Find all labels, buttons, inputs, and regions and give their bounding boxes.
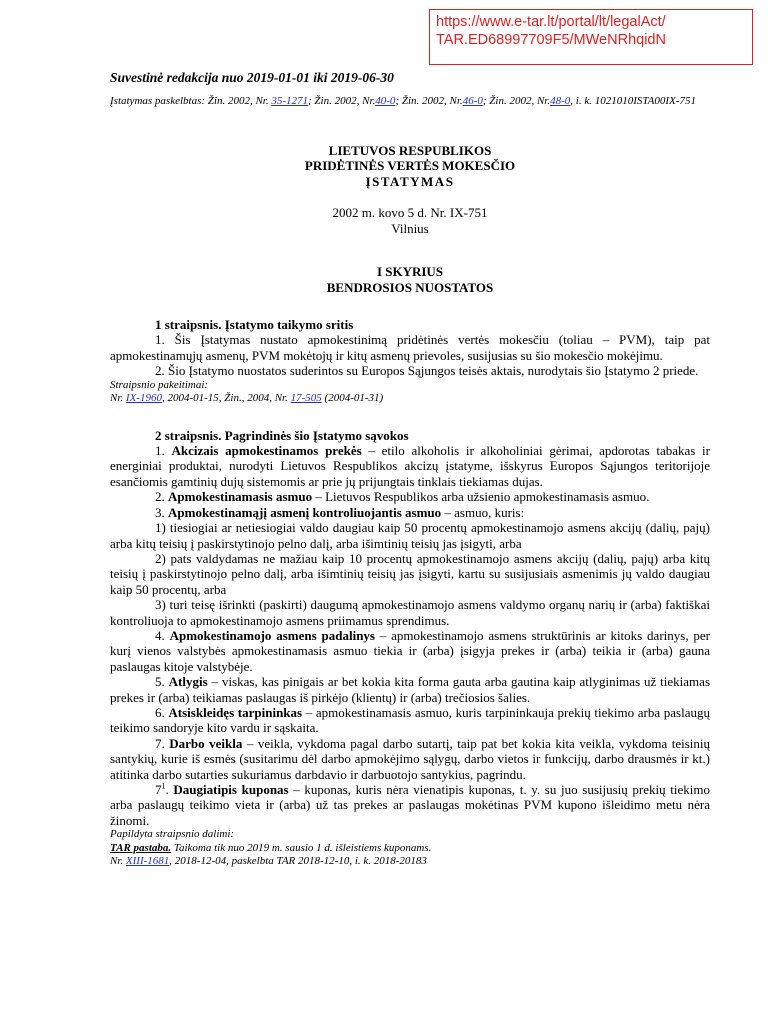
document-page <box>110 70 710 869</box>
definition-term: Akcizais apmokestinamos prekės <box>171 443 362 459</box>
amendment-link-xiii-1681[interactable]: XIII-1681 <box>125 855 170 868</box>
source-url-line2: TAR.ED68997709F5/MWeNRhqidN <box>436 32 666 48</box>
definition-item: 2. Apmokestinamasis asmuo – Lietuvos Respublikos arba užsienio apmokestinamasis asmuo. <box>155 489 650 505</box>
law-title-line1: LIETUVOS RESPUBLIKOS <box>328 142 492 158</box>
definition-term: Darbo veikla <box>169 735 243 751</box>
law-title <box>110 143 710 190</box>
definition-subitem: 1) tiesiogiai ar netiesiogiai valdo daugiau kaip 50 procentų apmokestinamojo asmens akcijų (dalių, pajų) arba kitų teisių į paskirstytinojo pelno dalį, arba išimtinių teisių jas įsigyti, arba <box>110 520 710 551</box>
gazette-link-46-0[interactable]: 46-0 <box>462 95 483 108</box>
article-1-paragraph-1: 1. Šis Įstatymas nustato apmokestinimą pridėtinės vertės mokesčiu (toliau – PVM), taip pat apmokestinamųjų asmenų, PVM mokėtojų ir kitų asmenų prievoles, susijusias su šio mokesčio mokėjimu. <box>110 332 710 363</box>
article-2-title: 2 straipsnis. Pagrindinės šio Įstatymo sąvokos <box>155 427 409 443</box>
chapter-number: I SKYRIUS <box>376 264 444 280</box>
source-url-box[interactable] <box>429 9 753 65</box>
law-date-block <box>110 205 710 236</box>
law-date: 2002 m. kovo 5 d. Nr. IX-751 <box>332 205 488 221</box>
article-1-paragraph-2: 2. Šio Įstatymo nuostatos suderintos su Europos Sąjungos teisės aktais, nurodytais šio Įstatymo 2 priede. <box>155 363 699 379</box>
definition-term: Apmokestinamąjį asmenį kontroliuojantis asmuo <box>168 504 442 520</box>
law-place: Vilnius <box>391 220 429 236</box>
definition-term: Daugiatipis kuponas <box>173 782 289 797</box>
gazette-link-35-1271[interactable]: 35-1271 <box>271 95 309 108</box>
chapter-name: BENDROSIOS NUOSTATOS <box>326 279 494 295</box>
article-2-supplement-label: Papildyta straipsnio dalimi: <box>110 828 235 841</box>
definition-item: 5. Atlygis – viskas, kas pinigais ar bet kokia kita forma gauta arba gautina kaip atlyginimas už tiekiamas prekes ir (arba) teikiamas paslaugas iš pirkėjo (klientų) ir (arba) trečiosios šalies. <box>110 674 711 705</box>
definition-term: Atlygis <box>168 674 208 690</box>
definition-term: Atsiskleidęs tarpininkas <box>168 704 303 720</box>
tar-note: TAR pastaba. Taikoma tik nuo 2019 m. sausio 1 d. išleistiems kuponams. <box>110 841 432 854</box>
article-1-amendments: Nr. IX-1960, 2004-01-15, Žin., 2004, Nr. 17-505 (2004-01-31) <box>110 392 384 405</box>
definition-subitem: 3) turi teisę išrinkti (paskirti) daugumą apmokestinamojo asmens valdymo organų narių ir (arba) faktiškai kontroliuoja to apmokestinamojo asmens priimamus sprendimus. <box>110 597 710 628</box>
chapter-heading <box>110 264 710 295</box>
tar-note-label: TAR pastaba. <box>110 841 172 854</box>
law-title-line2: PRIDĖTINĖS VERTĖS MOKESČIO <box>304 158 516 174</box>
definition-item: 1. Akcizais apmokestinamos prekės – etilo alkoholis ir alkoholiniai gėrimai, apdorotas tabakas ir energiniai produktai, nurodyti Lietuvos Respublikos akcizų įstatyme, išskyrus Europos Sąjungos teritorijoje esančiomis gamtinių dujų sistemomis ar prie jų prijungtais tinklais tiekiamas dujas. <box>110 443 710 489</box>
definition-term: Apmokestinamojo asmens padalinys <box>169 627 375 643</box>
definition-item: 6. Atsiskleidęs tarpininkas – apmokestinamasis asmuo, kuris tarpininkauja prekių tiekimo arba paslaugų teikimo sandoryje kito vardu ir sąskaita. <box>110 704 710 736</box>
definition-item-7-1: $7^1$. Daugiatipis kuponas – kuponas, kuris nėra vienatipis kuponas, t. y. su juo susijusių prekių tiekimo arba paslaugų teikimo vieta ir (arba) už tas prekes ar paslaugas mokėtinas PVM kupono išleidimo metu nėra žinomi. <box>110 781 710 828</box>
definition-item: 3. Apmokestinamąjį asmenį kontroliuojantis asmuo – asmuo, kuris: <box>155 504 525 520</box>
definition-term: Apmokestinamasis asmuo <box>168 489 313 505</box>
publication-info: Įstatymas paskelbtas: Žin. 2002, Nr. 35-1271; Žin. 2002, Nr.40-0; Žin. 2002, Nr.46-0; Žin. 2002, Nr.48-0, i. k. 1021010ISTA00IX-751 <box>110 95 696 108</box>
source-url-line1: https://www.e-tar.lt/portal/lt/legalAct/ <box>436 14 666 30</box>
gazette-link-48-0[interactable]: 48-0 <box>550 95 571 108</box>
definition-subitem: 2) pats valdydamas ne mažiau kaip 10 procentų apmokestinamojo asmens akcijų (dalių, pajų) arba kitų teisių į paskirstytinojo pelno dalį, arba išimtinių teisių jas įsigyti, kartu su susijusiais asmenimis jų valdo daugiau kaip 50 procentų, arba <box>110 550 710 597</box>
gazette-link-40-0[interactable]: 40-0 <box>375 95 396 108</box>
article-1-amendments-label: Straipsnio pakeitimai: <box>110 378 209 391</box>
definition-item: 4. Apmokestinamojo asmens padalinys – apmokestinamojo asmens struktūrinis ar kitoks darinys, per kurį vienos valstybės apmokestinamasis asmuo tiekia ir (arba) įsigyja prekes ir (arba) teikia ir (arba) gauna paslaugas kitoje valstybėje. <box>110 627 710 674</box>
amendment-link-ix-1960[interactable]: IX-1960 <box>125 392 162 405</box>
gazette-link-17-505[interactable]: 17-505 <box>290 392 322 405</box>
definition-item: 7. Darbo veikla – veikla, vykdoma pagal darbo sutartį, taip pat bet kokia kita veikla, vykdoma teisinių santykių, kurie iš esmės (susitarimu dėl darbo apmokėjimo sąlygų, darbo vietos ir funkcijų, darbo drausmės ir kt.) atitinka darbo sutarties sukuriamus darbdavio ir darbuotojo santykius, pagrindu. <box>110 735 710 782</box>
article-2-amendment: Nr. XIII-1681, 2018-12-04, paskelbta TAR 2018-12-10, i. k. 2018-20183 <box>110 855 427 868</box>
article-1-title: 1 straipsnis. Įstatymo taikymo sritis <box>155 317 354 333</box>
law-title-line3: ĮSTATYMAS <box>365 173 455 189</box>
consolidated-version-label: Suvestinė redakcija nuo 2019-01-01 iki 2019-06-30 <box>110 70 394 85</box>
